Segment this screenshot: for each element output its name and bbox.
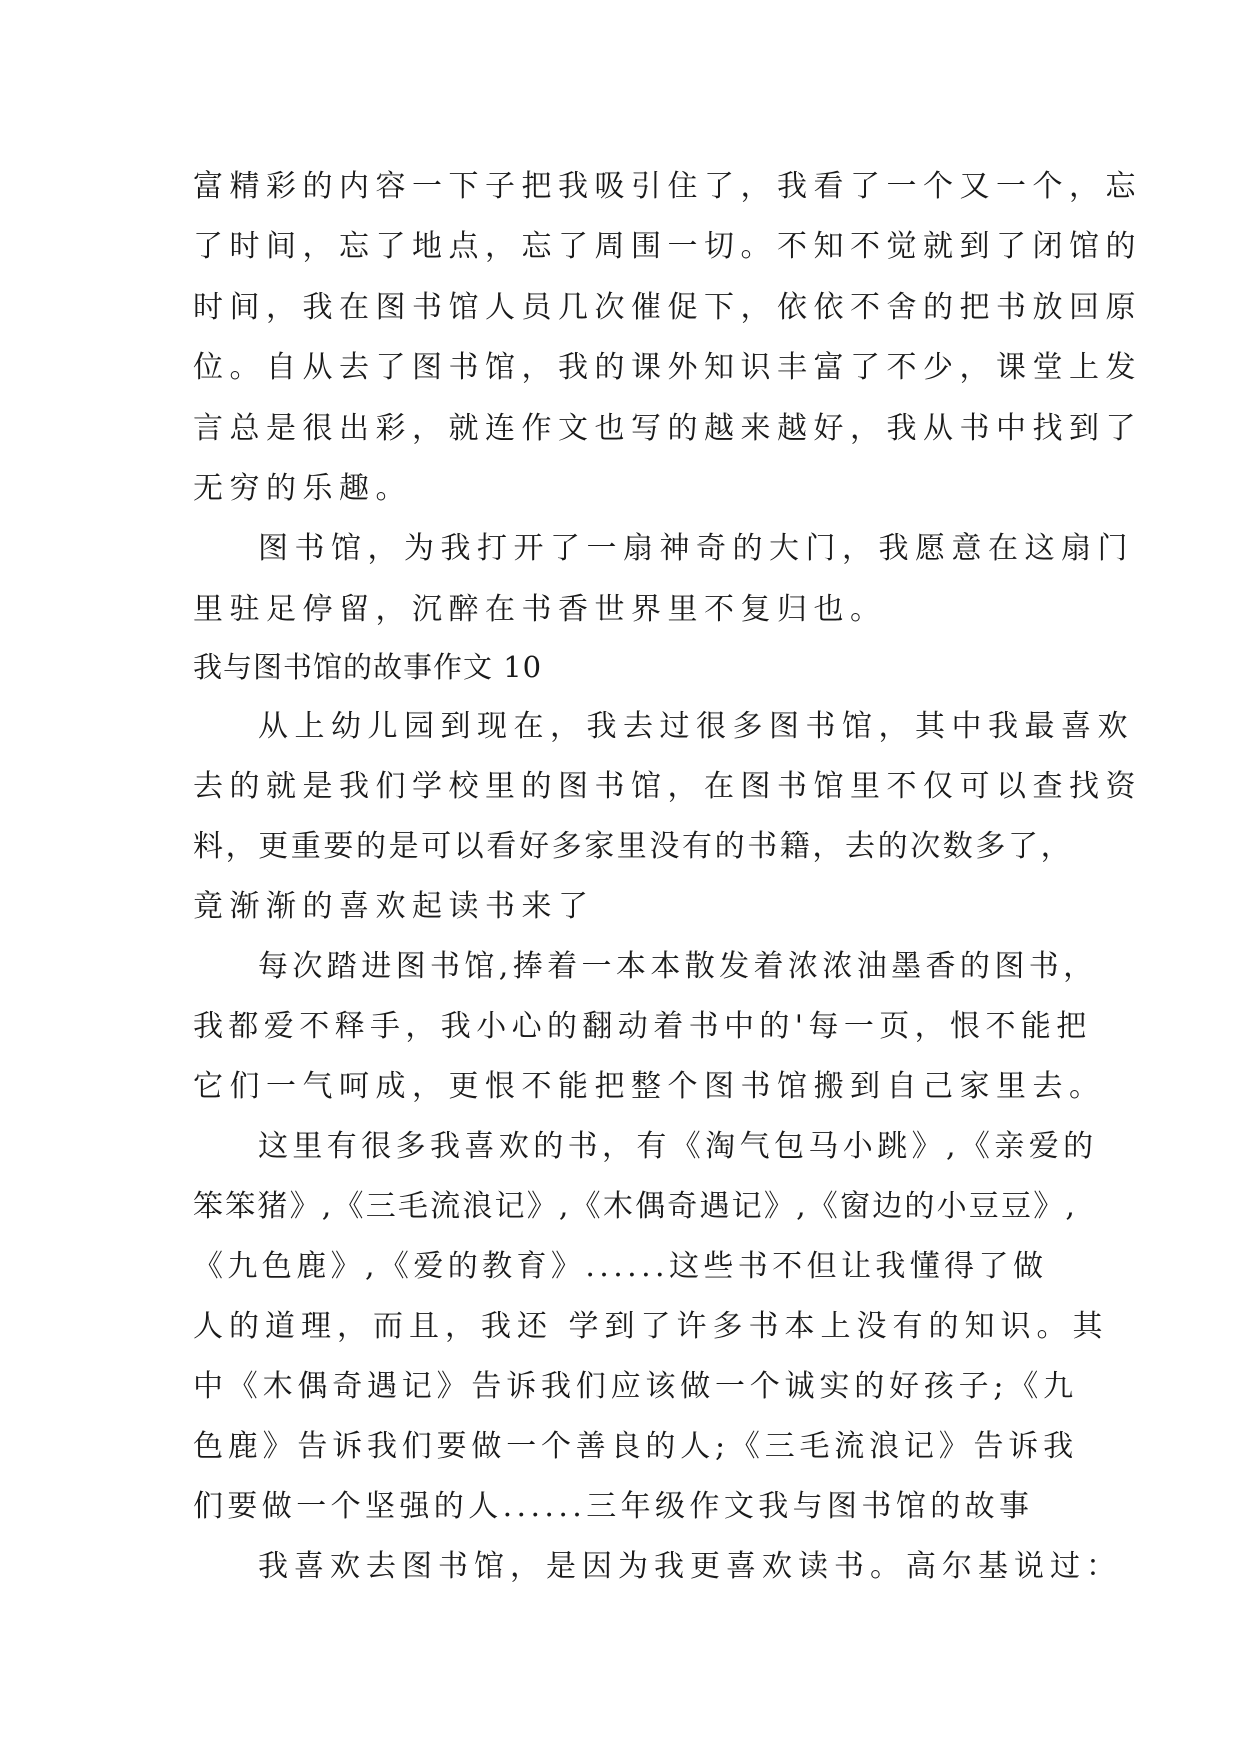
- section-heading: 我与图书馆的故事作文 10: [193, 650, 543, 684]
- text-line: 色鹿》告诉我们要做一个善良的人;《三毛流浪记》告诉我: [193, 1429, 1078, 1464]
- text-line: 去的就是我们学校里的图书馆，在图书馆里不仅可以查找资: [193, 769, 1142, 804]
- text-line: 无穷的乐趣。: [193, 471, 412, 506]
- text-line: 它们一气呵成，更恨不能把整个图书馆搬到自己家里去。: [193, 1069, 1106, 1104]
- paragraph-first-line: 图书馆，为我打开了一扇神奇的大门，我愿意在这扇门: [258, 531, 1134, 566]
- paragraph-first-line: 这里有很多我喜欢的书，有《淘气包马小跳》,《亲爱的: [258, 1129, 1098, 1164]
- text-line: 人的道理，而且，我还 学到了许多书本上没有的知识。其: [193, 1309, 1109, 1344]
- paragraph-first-line: 我喜欢去图书馆，是因为我更喜欢读书。高尔基说过：: [258, 1549, 1122, 1584]
- text-line: 言总是很出彩，就连作文也写的越来越好，我从书中找到了: [193, 411, 1142, 446]
- text-line: 料，更重要的是可以看好多家里没有的书籍，去的次数多了，: [193, 829, 1074, 864]
- text-line: 我都爱不释手，我小心的翻动着书中的'每一页，恨不能把: [193, 1009, 1092, 1044]
- text-line: 中《木偶奇遇记》告诉我们应该做一个诚实的好孩子;《九: [193, 1369, 1078, 1404]
- text-line: 们要做一个坚强的人......三年级作文我与图书馆的故事: [193, 1489, 1034, 1524]
- paragraph-first-line: 每次踏进图书馆,捧着一本本散发着浓浓油墨香的图书，: [258, 949, 1098, 984]
- text-line: 《九色鹿》,《爱的教育》......这些书不但让我懂得了做: [193, 1249, 1048, 1284]
- text-line: 富精彩的内容一下子把我吸引住了，我看了一个又一个，忘: [193, 169, 1142, 204]
- text-line: 位。自从去了图书馆，我的课外知识丰富了不少，课堂上发: [193, 350, 1142, 385]
- text-line: 里驻足停留，沉醉在书香世界里不复归也。: [193, 592, 887, 627]
- text-line: 笨笨猪》,《三毛流浪记》,《木偶奇遇记》,《窗边的小豆豆》,: [193, 1189, 1078, 1224]
- paragraph-first-line: 从上幼儿园到现在，我去过很多图书馆，其中我最喜欢: [258, 709, 1134, 744]
- text-line: 时间，我在图书馆人员几次催促下，依依不舍的把书放回原: [193, 290, 1142, 325]
- text-line: 了时间，忘了地点，忘了周围一切。不知不觉就到了闭馆的: [193, 229, 1142, 264]
- text-line: 竟渐渐的喜欢起读书来了: [193, 889, 595, 924]
